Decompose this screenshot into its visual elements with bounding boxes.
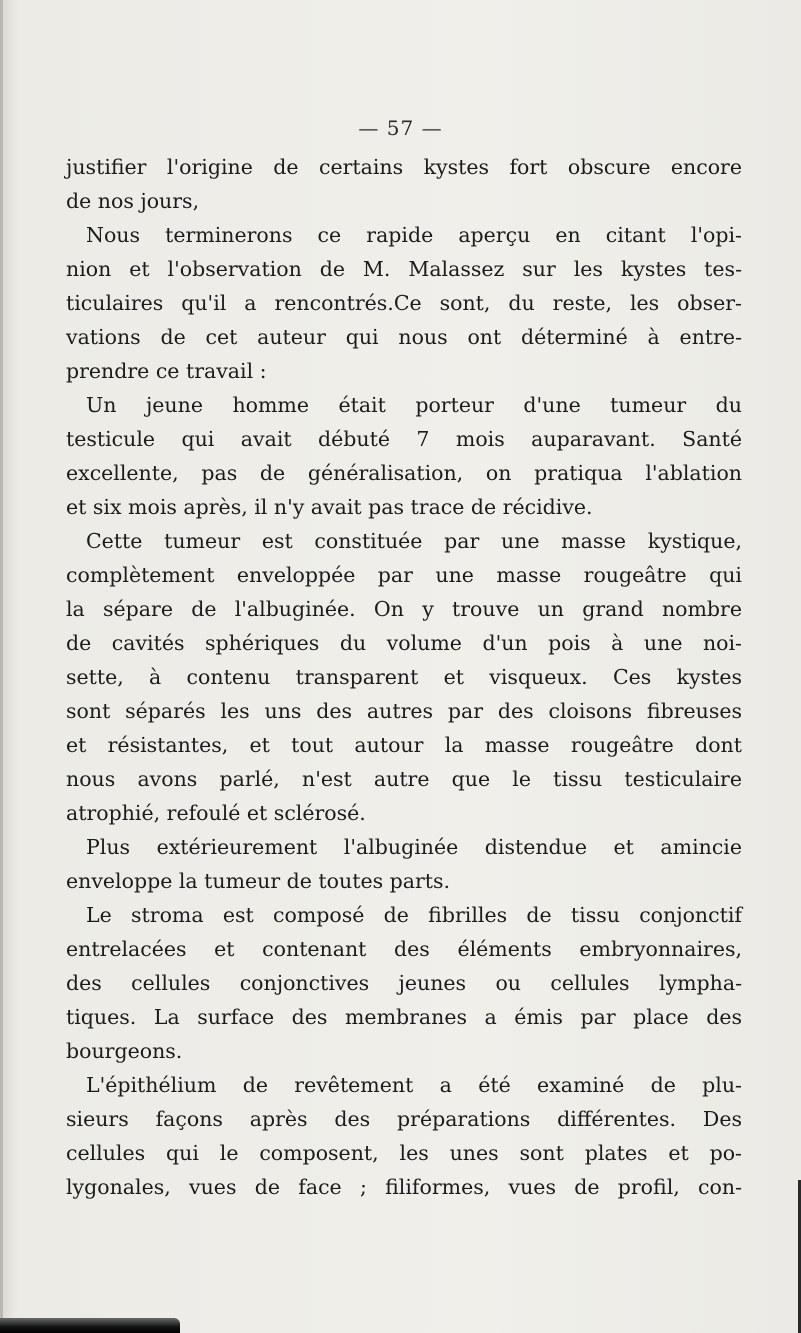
text-line: enveloppe la tumeur de toutes parts. bbox=[66, 869, 451, 893]
text-line: complètement enveloppée par une masse rougeâtre qui bbox=[66, 563, 742, 587]
text-line: L'épithélium de revêtement a été examiné de plu- bbox=[86, 1073, 742, 1097]
page-left-edge bbox=[0, 0, 3, 1333]
text-line: et résistantes, et tout autour la masse rougeâtre dont bbox=[66, 733, 742, 757]
page-bottom-shadow bbox=[0, 1318, 180, 1333]
text-line: des cellules conjonctives jeunes ou cellules lympha- bbox=[66, 971, 742, 995]
text-line: bourgeons. bbox=[66, 1039, 183, 1063]
text-line: Cette tumeur est constituée par une masse kystique, bbox=[86, 529, 742, 553]
text-line: sieurs façons après des préparations différentes. Des bbox=[66, 1107, 742, 1131]
text-line: excellente, pas de généralisation, on pratiqua l'ablation bbox=[66, 461, 742, 485]
text-line: de nos jours, bbox=[66, 189, 200, 213]
text-line: atrophié, refoulé et sclérosé. bbox=[66, 801, 366, 825]
text-line: tiques. La surface des membranes a émis par place des bbox=[66, 1005, 742, 1029]
text-line: de cavités sphériques du volume d'un pois à une noi- bbox=[66, 631, 742, 655]
body-text bbox=[66, 150, 742, 1204]
text-line: sont séparés les uns des autres par des cloisons fibreuses bbox=[66, 699, 742, 723]
text-line: Le stroma est composé de fibrilles de tissu conjonctif bbox=[86, 903, 742, 927]
text-line: entrelacées et contenant des éléments embryonnaires, bbox=[66, 937, 742, 961]
text-line: la sépare de l'albuginée. On y trouve un grand nombre bbox=[66, 597, 742, 621]
text-line: lygonales, vues de face ; filiformes, vues de profil, con- bbox=[66, 1175, 742, 1199]
text-line: Nous terminerons ce rapide aperçu en citant l'opi- bbox=[86, 223, 742, 247]
text-line: cellules qui le composent, les unes sont plates et po- bbox=[66, 1141, 742, 1165]
text-line: testicule qui avait débuté 7 mois auparavant. Santé bbox=[66, 427, 742, 451]
text-line: Plus extérieurement l'albuginée distendue et amincie bbox=[86, 835, 742, 859]
text-line: ticulaires qu'il a rencontrés.Ce sont, du reste, les obser- bbox=[66, 291, 742, 315]
text-line: vations de cet auteur qui nous ont déterminé à entre- bbox=[66, 325, 742, 349]
text-line: nion et l'observation de M. Malassez sur les kystes tes- bbox=[66, 257, 742, 281]
text-line: nous avons parlé, n'est autre que le tissu testiculaire bbox=[66, 767, 742, 791]
text-line: Un jeune homme était porteur d'une tumeur du bbox=[86, 393, 742, 417]
text-line: prendre ce travail : bbox=[66, 359, 267, 383]
page-number: — 57 — bbox=[358, 116, 443, 140]
text-line: et six mois après, il n'y avait pas trace de récidive. bbox=[66, 495, 593, 519]
text-line: justifier l'origine de certains kystes fort obscure encore bbox=[66, 155, 742, 179]
text-line: sette, à contenu transparent et visqueux. Ces kystes bbox=[66, 665, 742, 689]
